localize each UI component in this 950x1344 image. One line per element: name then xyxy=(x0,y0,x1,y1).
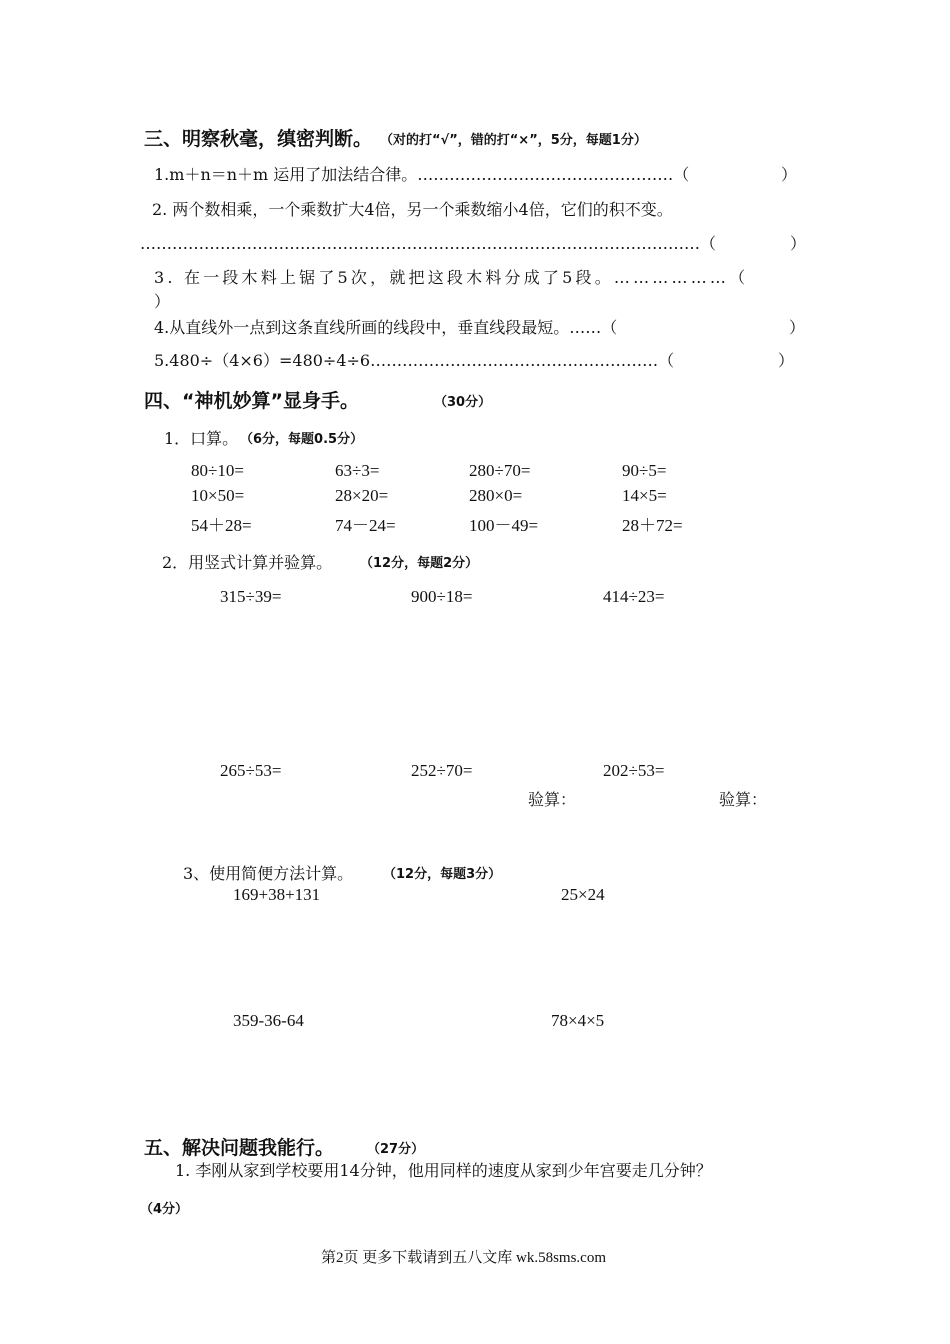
oral-calc-item: 54＋28= xyxy=(191,516,252,535)
problem-1-score: （4分） xyxy=(140,1202,189,1217)
section5-note: （27分） xyxy=(367,1142,425,1157)
section5-title: 五、解决问题我能行。 xyxy=(144,1137,335,1159)
vertical-calc-item: 202÷53= xyxy=(603,761,665,780)
simple-calc-note: （12分，每题3分） xyxy=(383,867,502,882)
vertical-calc-item: 900÷18= xyxy=(411,587,473,606)
simple-calc-label: 3、使用简便方法计算。 xyxy=(183,864,354,883)
section4-note: （30分） xyxy=(434,395,492,410)
judge-item-2: 2. 两个数相乘，一个乘数扩大4倍，另一个乘数缩小4倍，它们的积不变。 xyxy=(152,200,673,219)
vertical-calc-item: 265÷53= xyxy=(220,761,282,780)
check-label: 验算： xyxy=(528,790,577,809)
oral-calc-item: 280÷70= xyxy=(469,461,531,480)
oral-calc-item: 280×0= xyxy=(469,486,523,505)
oral-calc-item: 74－24= xyxy=(335,516,396,535)
section4-title: 四、“神机妙算”显身手。 xyxy=(144,390,359,412)
problem-1: 1. 李刚从家到学校要用14分钟，他用同样的速度从家到少年宫要走几分钟？ xyxy=(175,1161,712,1180)
section3-title: 三、明察秋毫，缜密判断。 xyxy=(144,128,373,150)
vertical-calc-item: 414÷23= xyxy=(603,587,665,606)
vertical-calc-label: 2．用竖式计算并验算。 xyxy=(162,553,333,572)
check-label: 验算： xyxy=(719,790,768,809)
judge-item-2-dots: ……………………………………………………………………………………………（ xyxy=(140,234,716,253)
simple-calc-item: 359-36-64 xyxy=(233,1011,304,1030)
oral-calc-item: 28×20= xyxy=(335,486,389,505)
judge-item-1: 1.m＋n＝n＋m 运用了加法结合律。…………………………………………（ xyxy=(154,165,690,184)
judge-item-5: 5.480÷（4×6）=480÷4÷6………………………………………………（ xyxy=(154,351,675,370)
vertical-calc-item: 252÷70= xyxy=(411,761,473,780)
judge-item-1-close: ） xyxy=(781,165,798,184)
oral-calc-label: 1．口算。 xyxy=(164,429,239,448)
judge-item-2-close: ） xyxy=(790,234,807,253)
oral-calc-item: 28＋72= xyxy=(622,516,683,535)
judge-item-3: 3. 在一段木料上锯了5次，就把这段木料分成了5段。………………（ xyxy=(154,268,749,287)
simple-calc-item: 78×4×5 xyxy=(551,1011,605,1030)
simple-calc-item: 25×24 xyxy=(561,885,605,904)
vertical-calc-item: 315÷39= xyxy=(220,587,282,606)
oral-calc-item: 10×50= xyxy=(191,486,245,505)
section3-note: （对的打“√”，错的打“×”，5分，每题1分） xyxy=(380,133,647,148)
judge-item-4: 4.从直线外一点到这条直线所画的线段中，垂直线段最短。……（ xyxy=(154,318,618,337)
oral-calc-item: 63÷3= xyxy=(335,461,380,480)
oral-calc-note: （6分，每题0.5分） xyxy=(240,432,364,447)
judge-item-3-close: ） xyxy=(154,292,171,311)
judge-item-5-close: ） xyxy=(778,351,795,370)
oral-calc-item: 80÷10= xyxy=(191,461,244,480)
judge-item-4-close: ） xyxy=(789,318,806,337)
page-footer: 第2页 更多下载请到五八文库 wk.58sms.com xyxy=(321,1250,607,1266)
oral-calc-item: 90÷5= xyxy=(622,461,667,480)
oral-calc-item: 14×5= xyxy=(622,486,667,505)
oral-calc-item: 100－49= xyxy=(469,516,539,535)
simple-calc-item: 169+38+131 xyxy=(233,885,321,904)
vertical-calc-note: （12分，每题2分） xyxy=(360,556,479,571)
